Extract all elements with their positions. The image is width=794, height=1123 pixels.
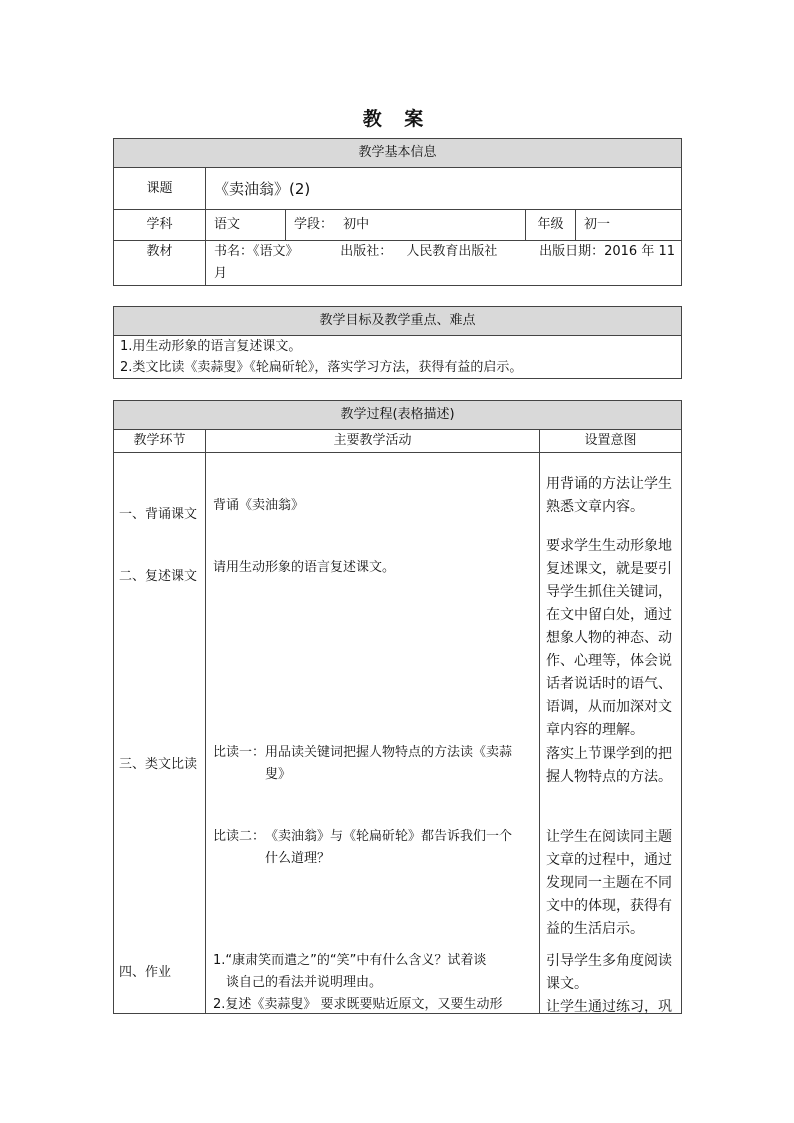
stage-cell (286, 210, 526, 241)
stage-value: 初中 (343, 217, 370, 232)
page-title: 教 案 (362, 108, 432, 130)
goals-list (114, 336, 682, 379)
publish-date-cont: 月 (214, 266, 228, 281)
intent-2: 要求学生生动形象地 复述课文，就是要引 导学生抓住关键词， 在文中留白处，通过 想象人物的神态、动 作、心理等，体会说 话者说话时的语气、 语调，从而加深对文 章内容的理解。 (546, 538, 672, 738)
intent-6: 让学生通过练习，巩 (546, 999, 672, 1015)
subject-label: 学科 (114, 210, 206, 241)
activity-compare-2: 比读二： 《卖油翁》与《轮扁斫轮》都告诉我们一个 什么道理？ (213, 826, 512, 870)
step-4: 四、作业 (119, 965, 172, 980)
publisher: 出版社： 人民教育出版社 (340, 244, 498, 259)
textbook-value (206, 241, 682, 286)
process-table (113, 400, 682, 1014)
basic-info-header: 教学基本信息 (114, 139, 682, 168)
stage-label: 学段： (294, 217, 334, 232)
step-2: 二、复述课文 (119, 569, 198, 584)
goals-table (113, 306, 682, 379)
activity-recite: 背诵《卖油翁》 (213, 498, 305, 513)
goals-header: 教学目标及教学重点、难点 (114, 307, 682, 336)
activity-compare-1: 比读一： 用品读关键词把握人物特点的方法读《卖蒜 叟》 (213, 742, 512, 786)
activity-homework (213, 950, 503, 1016)
goal-item: 2.类文比读《卖蒜叟》《轮扁斫轮》，落实学习方法，获得有益的启示。 (120, 360, 523, 375)
homework-1: 1.“康肃笑而遣之”的“笑”中有什么含义？试着谈 (213, 953, 487, 968)
steps-column (114, 453, 206, 1014)
process-header: 教学过程(表格描述) (114, 401, 682, 430)
topic-label: 课题 (114, 168, 206, 210)
col-activity-header: 主要教学活动 (206, 430, 540, 453)
grade-label: 年级 (526, 210, 576, 241)
activity-retell: 请用生动形象的语言复述课文。 (213, 560, 396, 575)
book-name: 书名：《语文》 (214, 244, 299, 259)
col-intent-header: 设置意图 (540, 430, 682, 453)
homework-1-cont: 谈自己的看法并说明理由。 (226, 975, 383, 990)
textbook-label: 教材 (114, 241, 206, 286)
compare-1-label: 比读一： (213, 745, 266, 760)
intent-4: 让学生在阅读同主题 文章的过程中，通过 发现同一主题在不同 文中的体现，获得有 益的生活启示。 (546, 829, 672, 937)
basic-info-table (113, 138, 682, 286)
publish-date: 出版日期：2016 年 11 (539, 244, 676, 259)
intent-3: 落实上节课学到的把 握人物特点的方法。 (546, 746, 672, 785)
grade-value: 初一 (576, 210, 682, 241)
intent-1: 用背诵的方法让学生 熟悉文章内容。 (546, 476, 672, 515)
step-1: 一、背诵课文 (119, 507, 198, 522)
intents-column (540, 453, 682, 1014)
intent-5: 引导学生多角度阅读 课文。 (546, 953, 672, 992)
goal-item: 1.用生动形象的语言复述课文。 (120, 339, 302, 354)
activities-column (206, 453, 540, 1014)
col-step-header: 教学环节 (114, 430, 206, 453)
homework-2: 2.复述《卖蒜叟》 要求既要贴近原文，又要生动形 (213, 997, 503, 1012)
topic-value: 《卖油翁》(2) (206, 168, 682, 210)
subject-value: 语文 (206, 210, 286, 241)
compare-2-label: 比读二： (213, 829, 266, 844)
step-3: 三、类文比读 (119, 757, 198, 772)
